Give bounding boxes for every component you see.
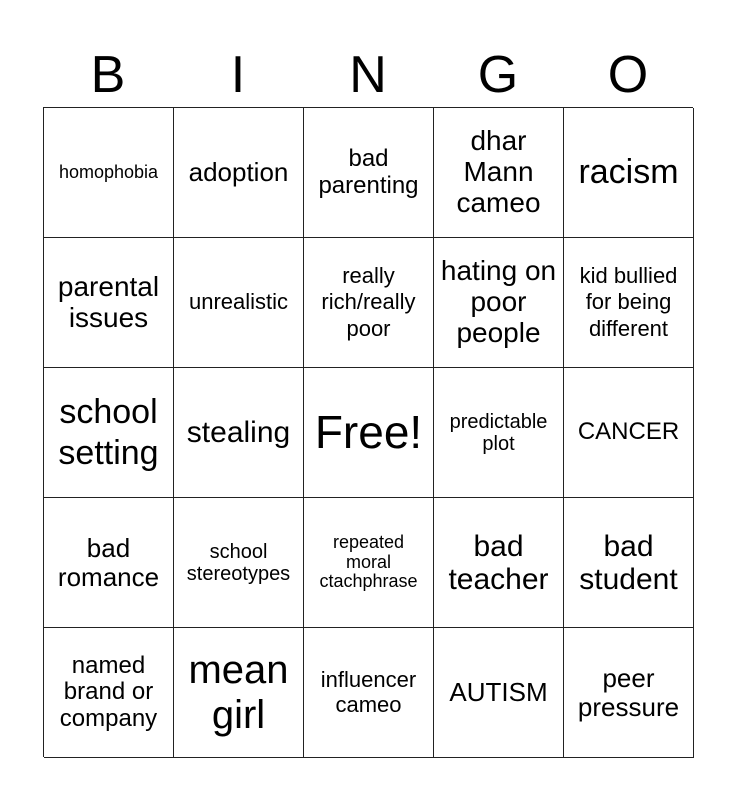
bingo-cell[interactable]: dhar Mann cameo bbox=[434, 108, 564, 238]
bingo-cell[interactable]: hating on poor people bbox=[434, 238, 564, 368]
header-letter-g: G bbox=[477, 46, 519, 104]
bingo-cell[interactable]: named brand or company bbox=[44, 628, 174, 758]
bingo-cell[interactable]: school setting bbox=[44, 368, 174, 498]
header-letter-i: I bbox=[230, 46, 246, 104]
bingo-cell[interactable]: really rich/really poor bbox=[304, 238, 434, 368]
bingo-cell[interactable]: bad teacher bbox=[434, 498, 564, 628]
bingo-header bbox=[43, 44, 693, 106]
bingo-cell[interactable]: bad parenting bbox=[304, 108, 434, 238]
bingo-cell[interactable]: repeated moral ctachphrase bbox=[304, 498, 434, 628]
bingo-cell[interactable]: unrealistic bbox=[174, 238, 304, 368]
bingo-cell[interactable]: peer pressure bbox=[564, 628, 694, 758]
free-space-cell[interactable]: Free! bbox=[304, 368, 434, 498]
bingo-cell[interactable]: school stereotypes bbox=[174, 498, 304, 628]
bingo-board bbox=[43, 107, 693, 757]
bingo-cell[interactable]: parental issues bbox=[44, 238, 174, 368]
bingo-cell[interactable]: mean girl bbox=[174, 628, 304, 758]
bingo-cell[interactable]: bad student bbox=[564, 498, 694, 628]
bingo-cell[interactable]: CANCER bbox=[564, 368, 694, 498]
header-letter-n: N bbox=[349, 46, 387, 104]
bingo-cell[interactable]: predictable plot bbox=[434, 368, 564, 498]
header-letter-o: O bbox=[607, 46, 649, 104]
header-letter-b: B bbox=[90, 46, 126, 104]
bingo-cell[interactable]: homophobia bbox=[44, 108, 174, 238]
bingo-cell[interactable]: stealing bbox=[174, 368, 304, 498]
bingo-cell[interactable]: adoption bbox=[174, 108, 304, 238]
bingo-cell[interactable]: influencer cameo bbox=[304, 628, 434, 758]
bingo-cell[interactable]: AUTISM bbox=[434, 628, 564, 758]
bingo-cell[interactable]: racism bbox=[564, 108, 694, 238]
bingo-cell[interactable]: kid bullied for being different bbox=[564, 238, 694, 368]
bingo-cell[interactable]: bad romance bbox=[44, 498, 174, 628]
